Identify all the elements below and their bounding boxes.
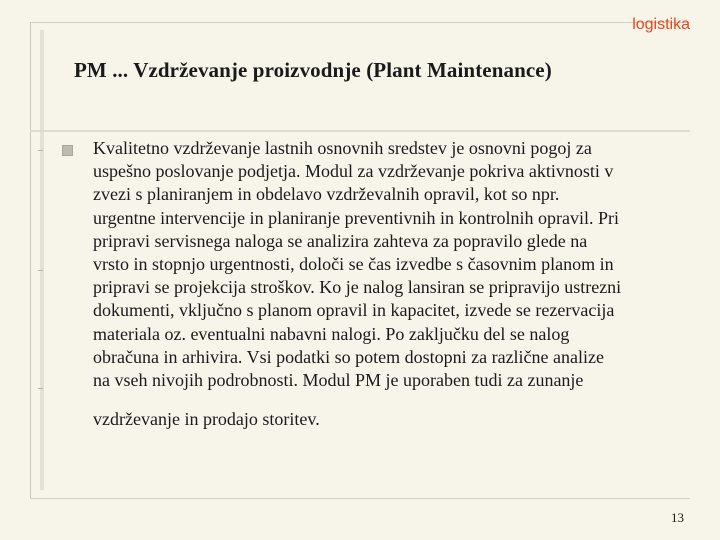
text-line: uspešno poslovanje podjetja. Modul za vzdrževanje pokriva aktivnosti v (93, 161, 614, 182)
bullet-text-tail: vzdrževanje in prodajo storitev. (93, 409, 320, 429)
text-line: dokumenti, vključno s planom opravil in kapacitet, izvede se rezervacija (93, 300, 615, 321)
bullet-text (93, 137, 689, 392)
text-line: urgentne intervencije in planiranje preventivnih in kontrolnih opravil. Pri (93, 207, 620, 228)
frame-bottom-line (30, 498, 690, 499)
title-separator (30, 130, 690, 132)
text-line: obračuna in arhivira. Vsi podatki so potem dostopni za različne analize (93, 346, 604, 367)
text-line: materiala oz. eventualni nabavni nalogi. Po zaključku del se nalog (93, 323, 570, 344)
brand-logo-text: logistika (632, 16, 690, 33)
text-line: pripravi se projekcija stroškov. Ko je nalog lansiran se pripravijo ustrezni (93, 277, 622, 298)
text-line: Kvalitetno vzdrževanje lastnih osnovnih sredstev je osnovni pogoj za (93, 138, 592, 158)
frame-left-bar (40, 30, 52, 490)
frame-tick (38, 150, 43, 151)
text-line: vrsto in stopnjo urgentnosti, določi se čas izvedbe s časovnim planom in (93, 254, 614, 275)
page-number: 13 (671, 510, 684, 525)
frame-tick (38, 270, 43, 271)
frame-tick (38, 388, 43, 389)
slide-title: PM ... Vzdrževanje proizvodnje (Plant Maintenance) (74, 58, 552, 82)
bullet-square-icon (62, 145, 73, 156)
text-line: na vseh nivojih podrobnosti. Modul PM je uporaben tudi za zunanje (93, 370, 584, 391)
frame-top-line (30, 22, 690, 23)
text-line: pripravi servisnega naloga se analizira zahteva za popravilo glede na (93, 230, 588, 251)
text-line: zvezi s planiranjem in obdelavo vzdrževalnih opravil, kot so npr. (93, 184, 560, 205)
